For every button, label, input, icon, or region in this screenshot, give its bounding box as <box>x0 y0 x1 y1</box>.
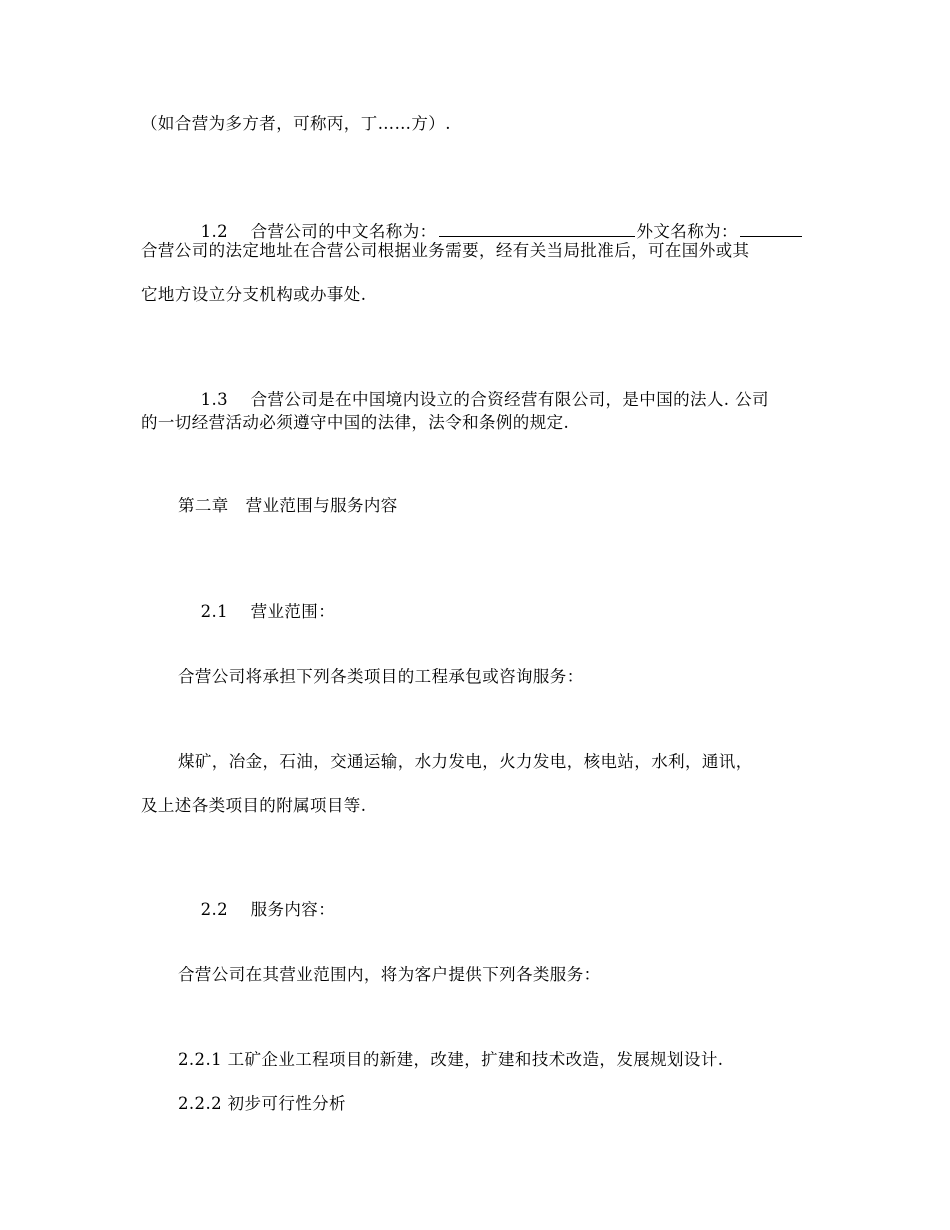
clause-1-3-cont: 的一切经营活动必须遵守中国的法律，法令和条例的规定. <box>141 413 570 432</box>
foreign-name-blank[interactable] <box>740 220 802 237</box>
clause-number: 1.3 <box>200 390 229 409</box>
clause-text: 服务内容： <box>250 900 336 919</box>
paragraph-party-note: （如合营为多方者，可称丙，丁……方）. <box>141 114 451 133</box>
clause-text: 合营公司是在中国境内设立的合资经营有限公司，是中国的法人. 公司 <box>250 390 769 409</box>
chinese-name-blank[interactable] <box>439 220 635 237</box>
clause-2-2-2: 2.2.2 初步可行性分析 <box>178 1094 346 1113</box>
clause-1-2-cont-1: 合营公司的法定地址在合营公司根据业务需要，经有关当局批准后，可在国外或其 <box>141 241 750 260</box>
clause-number: 1.2 <box>200 222 229 241</box>
clause-2-1 <box>178 582 335 642</box>
paragraph-projects: 合营公司将承担下列各类项目的工程承包或咨询服务： <box>178 667 584 686</box>
chapter-2-heading: 第二章 营业范围与服务内容 <box>178 496 398 515</box>
chinese-name-label: 合营公司的中文名称为： <box>250 222 437 241</box>
paragraph-services: 合营公司在其营业范围内，将为客户提供下列各类服务： <box>178 965 601 984</box>
paragraph-industries-cont: 及上述各类项目的附属项目等. <box>141 796 367 815</box>
clause-number: 2.2 <box>200 900 229 919</box>
paragraph-industries: 煤矿，冶金，石油，交通运输，水力发电，火力发电，核电站，水利，通讯， <box>178 752 753 771</box>
clause-number: 2.1 <box>200 602 229 621</box>
clause-text: 营业范围： <box>250 602 336 621</box>
foreign-name-label: 外文名称为： <box>636 222 738 241</box>
clause-2-2-1: 2.2.1 工矿企业工程项目的新建，改建，扩建和技术改造，发展规划设计. <box>178 1050 724 1069</box>
clause-1-2-cont-2: 它地方设立分支机构或办事处. <box>141 285 367 304</box>
clause-2-2 <box>178 880 335 940</box>
